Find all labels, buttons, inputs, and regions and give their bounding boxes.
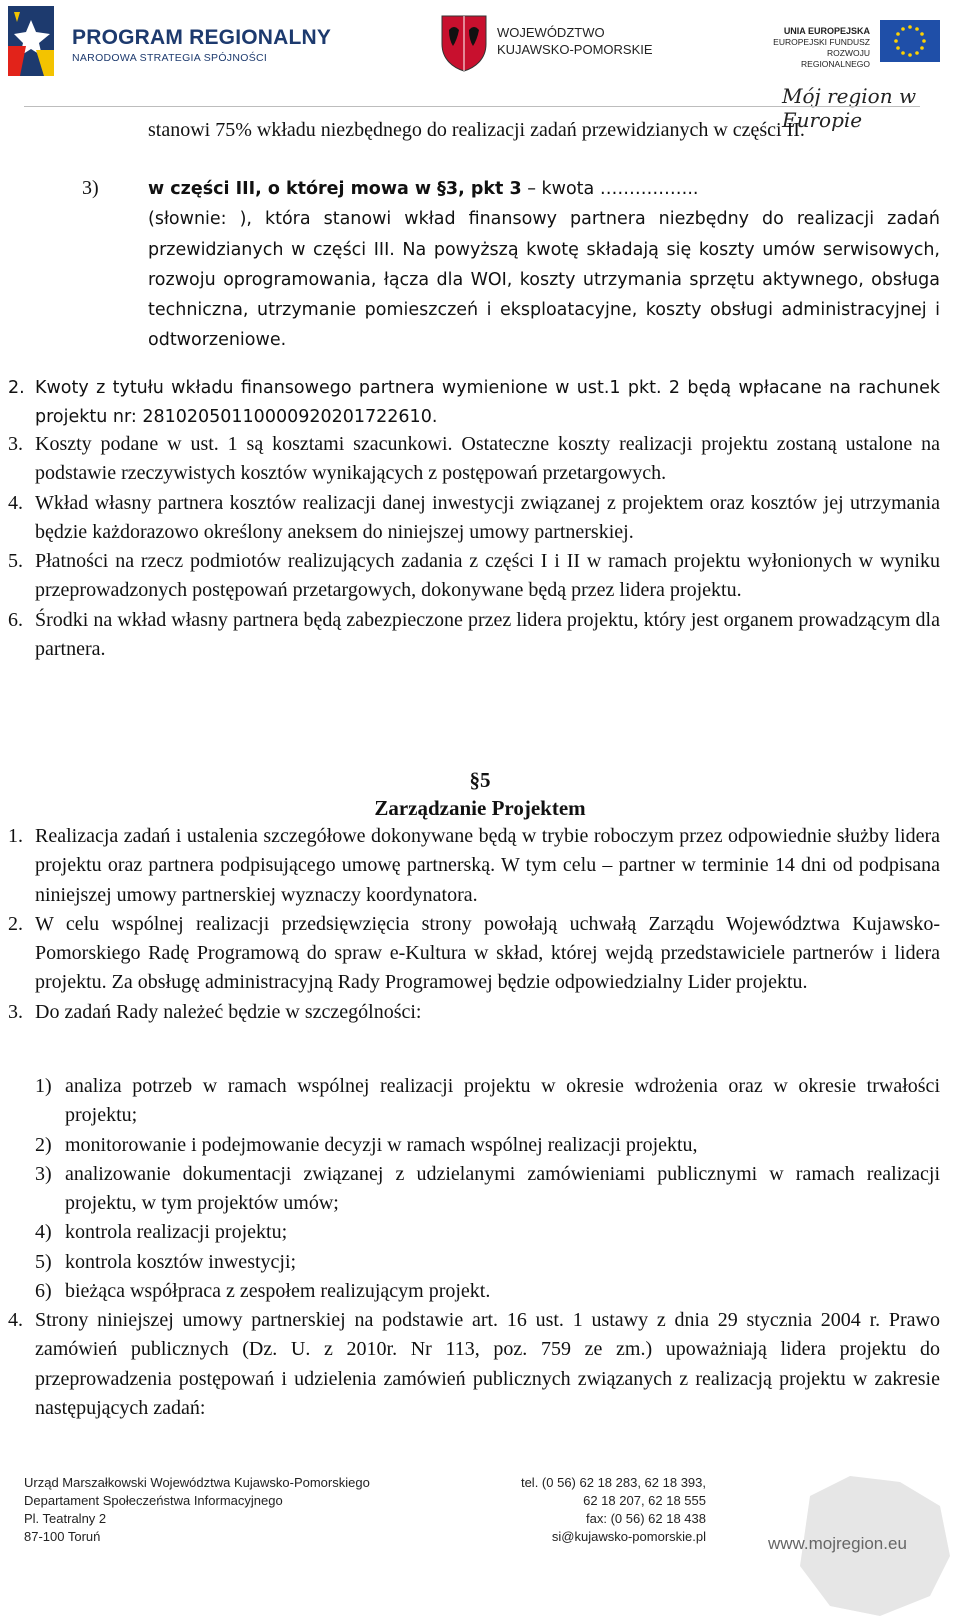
list-item-text: monitorowanie i podejmowanie decyzji w ramach wspólnej realizacji projektu, — [65, 1133, 698, 1156]
office-line: 87-100 Toruń — [24, 1529, 101, 1544]
list-item — [35, 1277, 940, 1306]
continuation-paragraph: stanowi 75% wkładu niezbędnego do realizacji zadań przewidzianych w części II. — [148, 119, 805, 141]
section-title: Zarządzanie Projektem — [374, 796, 586, 820]
list-item — [8, 910, 940, 998]
office-line: Departament Społeczeństwa Informacyjnego — [24, 1493, 283, 1508]
list-item-text: Wkład własny partnera kosztów realizacji danej inwestycji związanej z projektem oraz kosztów jej utrzymania będzie każdorazowo określony aneksem do niniejszej umowy partnerskiej. — [35, 491, 940, 543]
list-item — [8, 547, 940, 606]
list-item-number: 3) — [35, 1162, 52, 1185]
office-address — [24, 1474, 370, 1546]
contact-info — [456, 1474, 706, 1546]
eu-line2: EUROPEJSKI FUNDUSZ — [773, 37, 870, 47]
crest-icon — [440, 14, 488, 72]
program-regionalny-logo — [6, 6, 336, 76]
list-item-text: Do zadań Rady należeć będzie w szczególności: — [35, 1000, 422, 1023]
list-item-text: W celu wspólnej realizacji przedsięwzięcia strony powołają uchwałą Zarządu Województwa Kujawsko-Pomorskiego Radę Programową do spraw e-Kultura w skład, której wejdą przedstawiciele partnerów i lidera projektu. Za obsługę administracyjną Rady Programowej będzie odpowiedzialny Lider projektu. — [35, 912, 940, 994]
list-item — [35, 1131, 940, 1160]
list-item-number: 6) — [35, 1280, 52, 1303]
list-item — [8, 489, 940, 548]
list-item-number: 4. — [8, 491, 23, 514]
list-item-number: 4) — [35, 1221, 52, 1244]
list-item-text: Płatności na rzecz podmiotów realizujących zadania z części I i II w ramach projektu wyłonionych w wyniku przeprowadzonych postępowań przetargowych, dokonywane będą przez lidera projektu. — [35, 550, 940, 602]
voivodeship-line2: KUJAWSKO-POMORSKIE — [497, 42, 653, 57]
list-item-number: 4. — [8, 1309, 23, 1331]
list-item-number: 5. — [8, 550, 23, 573]
eu-line1: UNIA EUROPEJSKA — [783, 26, 870, 36]
page-footer — [0, 1456, 960, 1620]
list-item — [8, 998, 940, 1027]
program-title: PROGRAM REGIONALNY — [72, 26, 332, 49]
item3-bold-text: w części III, o której mowa w §3, pkt 3 — [148, 179, 522, 199]
section-number: §5 — [469, 768, 491, 792]
list-item-number: 6. — [8, 608, 23, 631]
list-item — [35, 1160, 940, 1219]
office-line: Pl. Teatralny 2 — [24, 1511, 107, 1526]
eu-logo — [770, 18, 955, 88]
voivodeship-line1: WOJEWÓDZTWO — [497, 25, 605, 40]
list-item-number: 5) — [35, 1250, 52, 1273]
program-subtitle: NARODOWA STRATEGIA SPÓJNOŚCI — [72, 52, 268, 64]
program-star-icon — [6, 6, 66, 76]
list-item — [8, 1306, 940, 1423]
list-item — [8, 822, 940, 910]
list-item-text: analiza potrzeb w ramach wspólnej realizacji projektu w okresie wdrożenia oraz w okresie trwałości projektu; — [65, 1075, 940, 1127]
office-line: Urząd Marszałkowski Województwa Kujawsko-Pomorskiego — [24, 1475, 370, 1490]
list-item — [8, 374, 940, 433]
eu-line3: ROZWOJU REGIONALNEGO — [801, 48, 870, 69]
list-item-text: Środki na wkład własny partnera będą zabezpieczone przez lidera projektu, który jest organem prowadzącym dla partnera. — [35, 608, 940, 661]
management-list — [8, 822, 940, 1027]
list-item-text: Realizacja zadań i ustalenia szczegółowe dokonywane będą w trybie roboczym przez odpowiednie służby lidera projektu oraz partnera podpisującego umowę partnerską. W tym celu – partner w terminie 14 dni od podpisana niniejszej umowy partnerskiej wyznaczy koordynatora. — [35, 825, 940, 906]
fax-line: fax: (0 56) 62 18 438 — [586, 1511, 706, 1526]
phone-line: 62 18 207, 62 18 555 — [583, 1493, 706, 1508]
list-item — [35, 1248, 940, 1277]
motto-signature: Mój region w Europie — [782, 84, 917, 132]
email-link[interactable]: si@kujawsko-pomorskie.pl — [551, 1529, 706, 1544]
list-item-3 — [82, 174, 940, 356]
header-divider — [24, 106, 920, 107]
cost-list — [8, 374, 940, 433]
list-item-text: analizowanie dokumentacji związanej z udzielanymi zamówieniami publicznymi w ramach realizacji projektu, w tym projektów umów; — [65, 1162, 940, 1215]
list-item-number: 2) — [35, 1133, 52, 1156]
list-item-text: kontrola kosztów inwestycji; — [65, 1250, 297, 1273]
website-link[interactable]: www.mojregion.eu — [768, 1534, 907, 1553]
list-item — [8, 606, 940, 665]
item3-text: (słownie: ), która stanowi wkład finansowy partnera niezbędny do realizacji zadań przewidzianych w części III. Na powyższą kwotę składają się koszty umów serwisowych, rozwoju oprogramowania, łącza dla WOI, koszty utrzymania sprzętu aktywnego, obsługa techniczna, utrzymanie pomieszczeń i eksploatacyjne, koszty obsługi administracyjnej i odtworzeniowe. — [148, 209, 940, 351]
list-item-number: 2. — [8, 378, 25, 398]
list-item-number: 3) — [82, 177, 99, 199]
procurement-list — [8, 1306, 940, 1423]
list-item — [35, 1218, 940, 1247]
list-item-text: kontrola realizacji projektu; — [65, 1221, 288, 1244]
list-item-number: 1. — [8, 825, 23, 847]
cost-list-continued — [8, 430, 940, 664]
item3-amount: – kwota …………….. — [521, 179, 699, 199]
list-item-number: 3. — [8, 1000, 23, 1023]
voivodeship-logo — [440, 14, 660, 74]
eu-flag-icon — [880, 20, 940, 62]
list-item-text: bieżąca współpraca z zespołem realizującym projekt. — [65, 1280, 491, 1303]
list-item-number: 3. — [8, 433, 23, 455]
council-tasks-list — [35, 1072, 940, 1306]
list-item-text: Koszty podane w ust. 1 są kosztami szacunkowi. Ostateczne koszty realizacji projektu zostaną ustalone na podstawie rzeczywistych kosztów wynikających z postępowań przetargowych. — [35, 433, 940, 485]
list-item-text: Strony niniejszej umowy partnerskiej na podstawie art. 16 ust. 1 ustawy z dnia 29 stycznia 2004 r. Prawo zamówień publicznych (Dz. U. z 2010r. Nr 113, poz. 759 ze zm.) upoważniają lidera projektu do przeprowadzenia postępowań i udzielenia zamówień publicznych związanych z realizacją projektu w zakresie następujących zadań: — [35, 1309, 940, 1419]
list-item-number: 2. — [8, 912, 23, 935]
phone-line: tel. (0 56) 62 18 283, 62 18 393, — [520, 1475, 706, 1490]
list-item-text: Kwoty z tytułu wkładu finansowego partnera wymienione w ust.1 pkt. 2 będą wpłacane na rachunek projektu nr: 28102050110000920201722610. — [35, 378, 940, 428]
list-item — [35, 1072, 940, 1131]
list-item — [8, 430, 940, 489]
list-item-number: 1) — [35, 1075, 52, 1097]
